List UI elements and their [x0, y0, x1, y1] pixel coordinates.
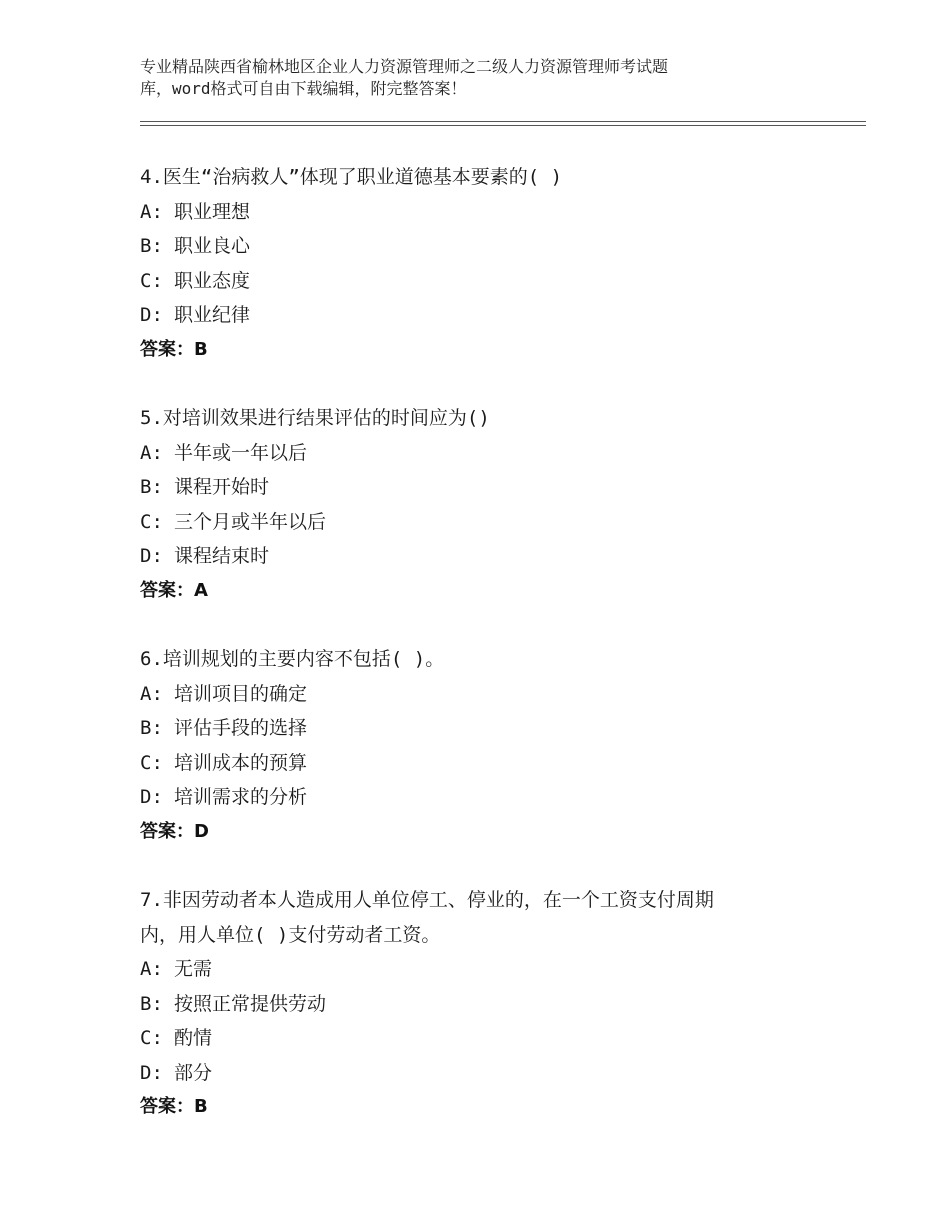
- option-d: [140, 780, 870, 815]
- option-c: [140, 746, 870, 781]
- option-letter: A:: [140, 958, 163, 980]
- question-7: [140, 883, 870, 1125]
- option-letter: A:: [140, 441, 163, 464]
- option-text: 三个月或半年以后: [174, 510, 327, 533]
- option-letter: C:: [140, 269, 163, 292]
- question-list: [140, 160, 870, 1159]
- option-a: [140, 195, 870, 230]
- option-text: 职业理想: [174, 200, 251, 223]
- option-letter: C:: [140, 751, 163, 774]
- option-text: 培训需求的分析: [174, 786, 308, 808]
- option-letter: D:: [140, 786, 163, 808]
- option-text: 培训项目的确定: [174, 682, 308, 705]
- option-d: [140, 1056, 870, 1091]
- option-letter: A:: [140, 682, 163, 705]
- option-text: 无需: [174, 958, 213, 980]
- option-text: 职业纪律: [174, 304, 251, 326]
- question-4: [140, 160, 870, 367]
- header-divider: [140, 121, 866, 122]
- option-a: [140, 677, 870, 712]
- answer-line: 答案：D: [140, 820, 209, 842]
- option-text: 评估手段的选择: [174, 717, 308, 739]
- option-d: [140, 539, 870, 574]
- option-letter: C:: [140, 510, 163, 533]
- answer-line: 答案：B: [140, 338, 208, 360]
- option-b: [140, 711, 870, 746]
- option-letter: D:: [140, 545, 163, 567]
- question-5: [140, 401, 870, 608]
- option-text: 培训成本的预算: [174, 751, 308, 774]
- document-header: [140, 56, 840, 100]
- option-c: [140, 1021, 870, 1056]
- header-line-2: 库，word格式可自由下载编辑，附完整答案！: [140, 79, 467, 98]
- answer-line: 答案：B: [140, 1096, 208, 1117]
- option-text: 酌情: [174, 1027, 213, 1049]
- answer-line: 答案：A: [140, 579, 208, 601]
- question-stem: 7.非因劳动者本人造成用人单位停工、停业的，在一个工资支付周期 内，用人单位( )支付劳动者工资。: [140, 889, 714, 946]
- option-letter: B:: [140, 992, 163, 1015]
- option-letter: B:: [140, 235, 163, 257]
- option-letter: D:: [140, 1061, 163, 1084]
- option-b: [140, 987, 870, 1022]
- option-letter: B:: [140, 476, 163, 498]
- option-text: 课程开始时: [174, 476, 270, 498]
- question-stem: 5.对培训效果进行结果评估的时间应为(): [140, 407, 490, 429]
- question-stem: 6.培训规划的主要内容不包括( )。: [140, 648, 445, 670]
- option-letter: C:: [140, 1027, 163, 1049]
- option-text: 课程结束时: [174, 545, 270, 567]
- option-c: [140, 264, 870, 299]
- option-text: 部分: [174, 1061, 213, 1084]
- option-text: 职业态度: [174, 269, 251, 292]
- option-b: [140, 470, 870, 505]
- option-text: 按照正常提供劳动: [174, 992, 327, 1015]
- option-text: 半年或一年以后: [174, 441, 308, 464]
- option-d: [140, 298, 870, 333]
- header-divider-second: [140, 125, 866, 126]
- option-a: [140, 952, 870, 987]
- question-stem: 4.医生“治病救人”体现了职业道德基本要素的( ): [140, 166, 563, 188]
- option-a: [140, 436, 870, 471]
- option-letter: A:: [140, 200, 163, 223]
- option-letter: B:: [140, 717, 163, 739]
- option-letter: D:: [140, 304, 163, 326]
- option-b: [140, 229, 870, 264]
- option-text: 职业良心: [174, 235, 251, 257]
- question-6: [140, 642, 870, 849]
- option-c: [140, 505, 870, 540]
- header-line-1: 专业精品陕西省榆林地区企业人力资源管理师之二级人力资源管理师考试题: [140, 57, 669, 76]
